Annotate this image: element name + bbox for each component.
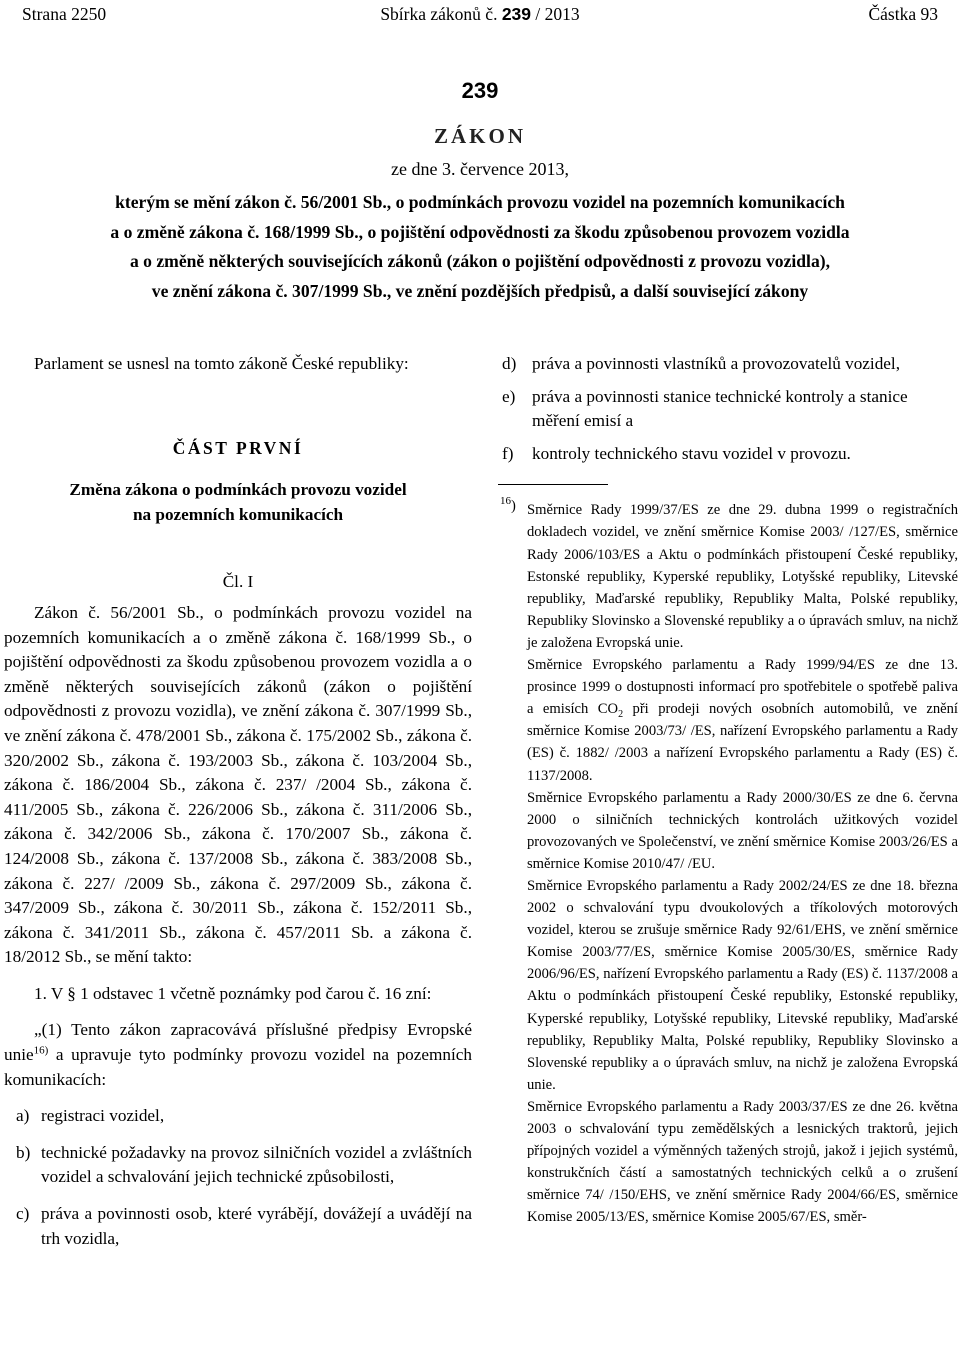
law-title-line: kterým se mění zákon č. 56/2001 Sb., o podmínkách provozu vozidel na pozemních komunikacích — [115, 192, 845, 212]
list-item: c) práva a povinnosti osob, které vyrábějí, dovážejí a uvádějí na trh vozidla, — [16, 1204, 472, 1248]
amendment-point-1: 1. V § 1 odstavec 1 včetně poznámky pod čarou č. 16 zní: — [34, 983, 432, 1003]
footnote-entry: $^{16}$) Směrnice Rady 1999/37/ES ze dne 29. dubna 1999 o registračních dokladech vozidel, ve znění směrnice Komise 2003/ /127/ES, směrnice Rady 2006/103/ES a Aktu o podmínkách přistoupení České republiky, Estonské republiky, Kyperské republiky, Lotyšské republiky, Litevské republiky, Maďarské republiky, Republiky Malta, Polské republiky, Republiky Slovinsko a Slovenské republiky a o úpravách smluv, na nichž je založena Evropská unie. — [500, 495, 958, 651]
quoted-paragraph: „(1) Tento zákon zapracovává příslušné předpisy Evropské unie$^{16)}$ a upravuje tyto podmínky provozu vozidel na pozemních komunikacích: — [4, 1020, 472, 1089]
law-title-line: a o změně některých souvisejících zákonů (zákon o pojištění odpovědnosti z provozu vozidla), — [129, 251, 830, 271]
part-number: Částka 93 — [868, 4, 938, 24]
footnote-entry: Směrnice Evropského parlamentu a Rady 2000/30/ES ze dne 6. června 2000 o silničních technických kontrolách užitkových vozidel provozovaných ve Společenství, ve znění směrnice Komise 2003/26/ES a směrnice Komise 2010/47/ /EU. — [527, 789, 958, 872]
footnote-separator — [498, 484, 608, 485]
law-title — [30, 188, 930, 306]
law-title-line: ve znění zákona č. 307/1999 Sb., ve znění pozdějších předpisů, a další související zákony — [151, 280, 809, 301]
collection-number: 239 — [501, 4, 532, 24]
law-number: 239 — [461, 78, 499, 103]
footnote-reference: 16) — [33, 1044, 49, 1057]
law-type: ZÁKON — [433, 124, 526, 148]
amended-law-paragraph: Zákon č. 56/2001 Sb., o podmínkách provozu vozidel na pozemních komunikacích a o změně zákona č. 168/1999 Sb., o pojištění odpovědnosti za škodu způsobenou provozem vozidla a o změně některých souvisejících zákonů (zákon o pojištění odpovědnosti z provozu vozidla), ve znění zákona č. 307/1999 Sb., ve znění zákona č. 478/2001 Sb., zákona č. 175/2002 Sb., zákona č. 320/2002 Sb., zákona č. 193/2003 Sb., zákona č. 103/2004 Sb., zákona č. 186/2004 Sb., zákona č. 237/ /2004 Sb., zákona č. 411/2005 Sb., zákona č. 226/2006 Sb., zákona č. 311/2006 Sb., zákona č. 342/2006 Sb., zákona č. 170/2007 Sb., zákona č. 124/2008 Sb., zákona č. 137/2008 Sb., zákona č. 383/2008 Sb., zákona č. 227/ /2009 Sb., zákona č. 297/2009 Sb., zákona č. 347/2009 Sb., zákona č. 30/2011 Sb., zákona č. 152/2011 Sb., zákona č. 341/2011 Sb., zákona č. 457/2011 Sb. a zákona č. 18/2012 Sb., se mění takto: — [4, 602, 472, 967]
collection-ref: Sbírka zákonů č. 239 / 2013 — [380, 4, 580, 24]
right-column — [500, 352, 958, 1228]
left-column — [4, 352, 472, 1251]
footnote-entry: Směrnice Evropského parlamentu a Rady 2002/24/ES ze dne 18. března 2002 o schvalování typu dvoukolových a tříkolových motorových vozidel, kterou se zrušuje směrnice Rady 92/61/EHS, ve znění směrnice Komise 2003/77/ES, směrnice Komise 2005/30/ES, směrnice Rady 2006/96/ES, nařízení Evropského parlamentu a Rady (ES) č. 1137/2008 a Aktu o podmínkách přistoupení České republiky, Estonské republiky, Kyperské republiky, Lotyšské republiky, Litevské republiky, Maďarské republiky, Republiky Malta, Polské republiky, Republiky Slovinsko a Slovenské republiky a o úpravách smluv, na nichž je založena Evropská unie. — [527, 877, 958, 1093]
list-item: e) práva a povinnosti stanice technické kontroly a stanice měření emisí a — [502, 386, 908, 431]
article-heading: Čl. I — [222, 572, 254, 592]
list-item: d) práva a povinnosti vlastníků a provozovatelů vozidel, — [502, 354, 901, 373]
list-item: a) registraci vozidel, — [16, 1106, 165, 1126]
list-item: b) technické požadavky na provoz silničních vozidel a zvláštních vozidel a schvalování jejich technické způsobilosti, — [16, 1142, 472, 1187]
intro-paragraph: Parlament se usnesl na tomto zákoně České republiky: — [34, 354, 409, 373]
part-title: Změna zákona o podmínkách provozu vozidel na pozemních komunikacích — [69, 480, 407, 524]
footnote-marker: $^{16}$) — [500, 495, 516, 515]
running-header — [0, 4, 960, 28]
footnote-entry: Směrnice Evropského parlamentu a Rady 2003/37/ES ze dne 26. května 2003 o schvalování typu zemědělských a lesnických traktorů, jejich přípojných vozidel a výměnných tažených strojů, jakož i jejich systémů, konstrukčních částí a samostatných technických celků a o zrušení směrnice 74/ /150/EHS, ve znění směrnice Rady 2004/66/ES, směrnice Komise 2005/13/ES, směrnice Komise 2005/67/ES, směr- — [527, 1098, 958, 1226]
law-title-line: a o změně zákona č. 168/1999 Sb., o pojištění odpovědnosti za škodu způsobenou provozem vozidla — [110, 221, 850, 242]
law-date: ze dne 3. července 2013, — [391, 159, 569, 179]
list-item: f) kontroly technického stavu vozidel v provozu. — [502, 443, 851, 463]
part-heading: ČÁST PRVNÍ — [172, 437, 304, 458]
footnote — [500, 495, 958, 1228]
page-number: Strana 2250 — [22, 4, 107, 24]
footnote-entry: Směrnice Evropského parlamentu a Rady 1999/94/ES ze dne 13. prosince 1999 o dostupnosti informací pro spotřebitele o spotřebě paliva a emisích $CO_2$ při prodeji nových osobních automobilů, ve znění směrnice Komise 2003/73/ /ES, nařízení Evropského parlamentu a Rady (ES) č. 1882/ /2003 a nařízení Evropského parlamentu a Rady (ES) č. 1137/2008. — [527, 657, 958, 784]
